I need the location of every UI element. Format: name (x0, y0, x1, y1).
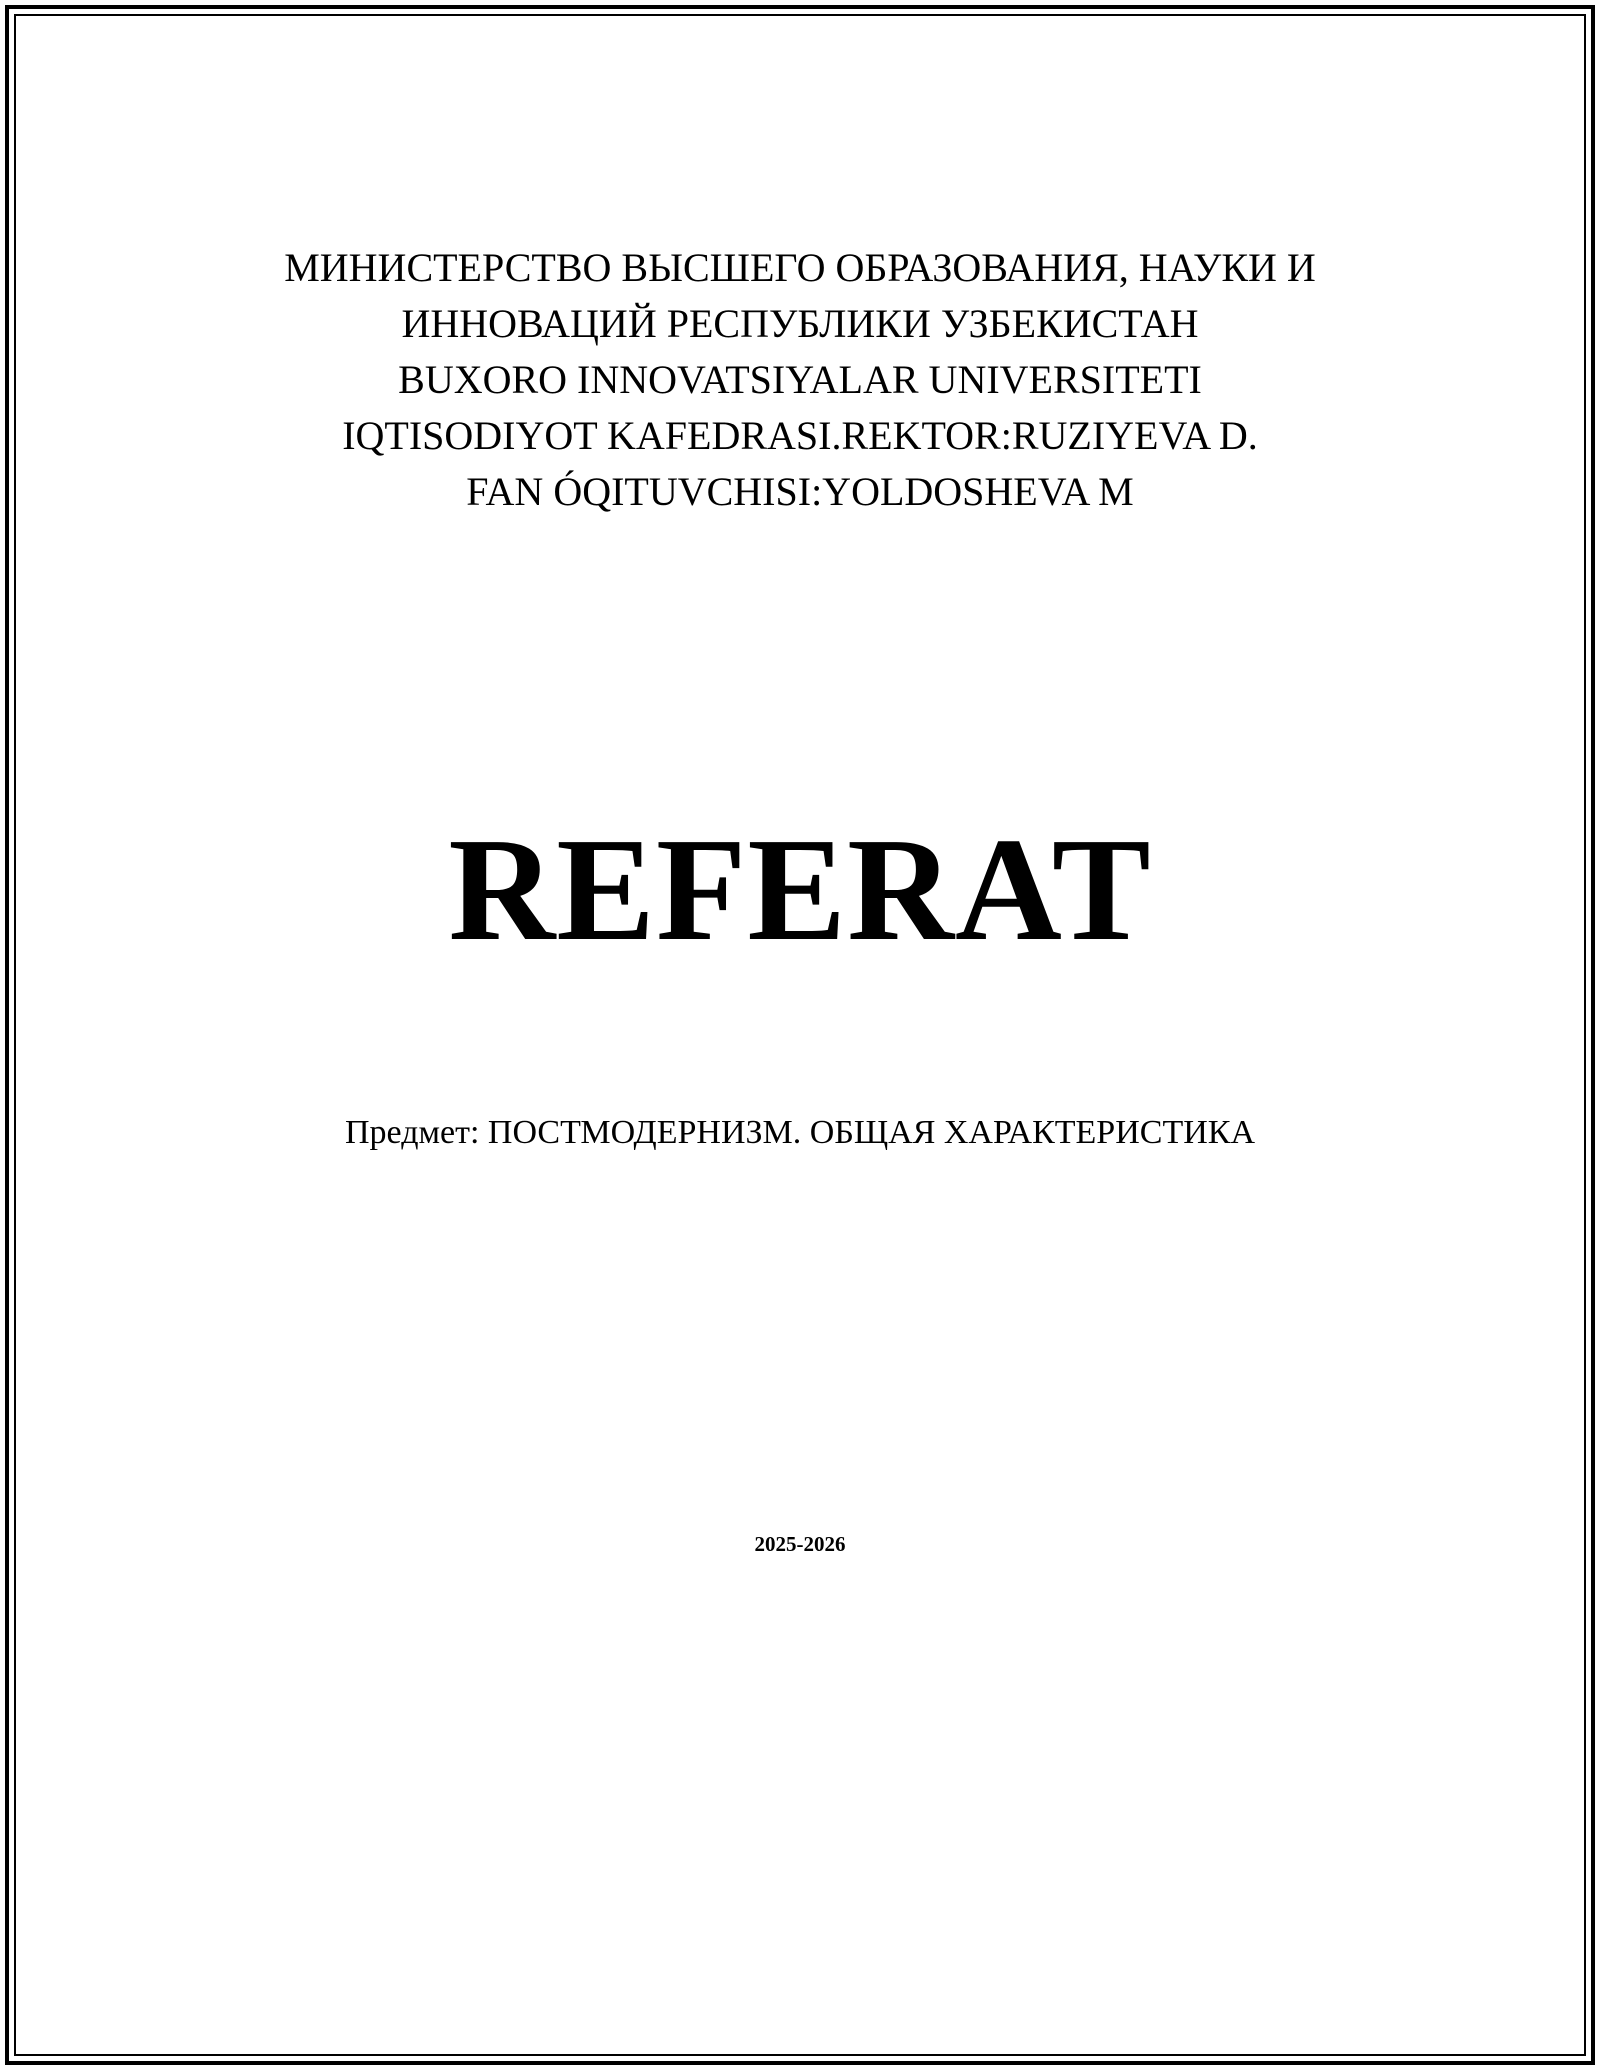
ministry-line-2: ИННОВАЦИЙ РЕСПУБЛИКИ УЗБЕКИСТАН (401, 301, 1199, 346)
subject-line: Предмет: ПОСТМОДЕРНИЗМ. ОБЩАЯ ХАРАКТЕРИСТИКА (345, 1114, 1255, 1151)
academic-year: 2025-2026 (754, 1532, 846, 1556)
teacher-name: FAN ÓQITUVCHISI:YOLDOSHEVA M (466, 469, 1134, 514)
institution-header (0, 240, 1600, 520)
department-rector: IQTISODIYOT KAFEDRASI.REKTOR:RUZIYEVA D. (342, 413, 1258, 458)
ministry-line-1: МИНИСТЕРСТВО ВЫСШЕГО ОБРАЗОВАНИЯ, НАУКИ И (284, 245, 1316, 290)
university-name: BUXORO INNOVATSIYALAR UNIVERSITETI (398, 357, 1202, 402)
document-title: REFERAT (448, 808, 1152, 972)
